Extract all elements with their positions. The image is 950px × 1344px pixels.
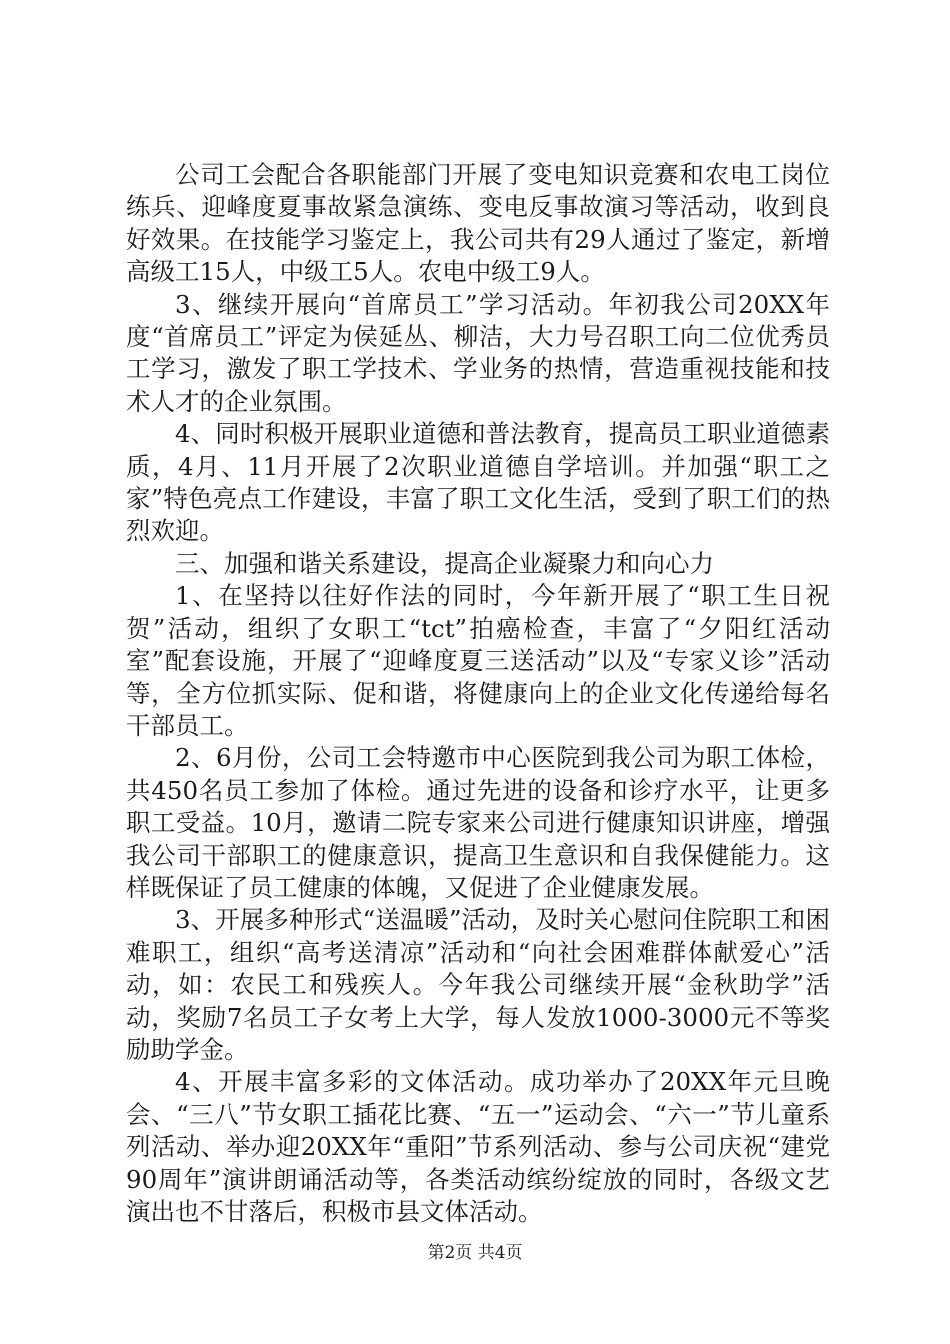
- paragraph-7: 3、开展多种形式“送温暖”活动，及时关心慰问住院职工和困难职工，组织“高考送清凉”活动和“向社会困难群体献爱心”活动，如：农民工和残疾人。今年我公司继续开展“金秋助学”活动，奖励7名员工子女考上大学，每人发放1000-3000元不等奖励助学金。: [126, 905, 830, 1064]
- paragraph-2: 3、继续开展向“首席员工”学习活动。年初我公司20XX年度“首席员工”评定为侯延丛、柳洁，大力号召职工向二位优秀员工学习，激发了职工学技术、学业务的热情，营造重视技能和技术人才的企业氛围。: [126, 289, 830, 416]
- section-heading: 三、加强和谐关系建设，提高企业凝聚力和向心力: [175, 548, 714, 578]
- paragraph-5: 1、在坚持以往好作法的同时，今年新开展了“职工生日祝贺”活动，组织了女职工“tct”拍癌检查，丰富了“夕阳红活动室”配套设施，开展了“迎峰度夏三送活动”以及“专家义诊”活动等，全方位抓实际、促和谐，将健康向上的企业文化传递给每名干部员工。: [126, 581, 830, 740]
- paragraph-8: 4、开展丰富多彩的文体活动。成功举办了20XX年元旦晚会、“三八”节女职工插花比赛、“五一”运动会、“六一”节儿童系列活动、举办迎20XX年“重阳”节系列活动、参与公司庆祝“建党90周年”演讲朗诵活动等，各类活动缤纷绽放的同时，各级文艺演出也不甘落后，积极市县文体活动。: [126, 1067, 830, 1226]
- paragraph-6: 2、6月份，公司工会特邀市中心医院到我公司为职工体检，共450名员工参加了体检。通过先进的设备和诊疗水平，让更多职工受益。10月，邀请二院专家来公司进行健康知识讲座，增强我公司干部职工的健康意识，提高卫生意识和自我保健能力。这样既保证了员工健康的体魄，又促进了企业健康发展。: [126, 743, 830, 902]
- paragraph-1: 公司工会配合各职能部门开展了变电知识竞赛和农电工岗位练兵、迎峰度夏事故紧急演练、变电反事故演习等活动，收到良好效果。在技能学习鉴定上，我公司共有29人通过了鉴定，新增高级工15人，中级工5人。农电中级工9人。: [126, 160, 830, 287]
- paragraph-3: 4、同时积极开展职业道德和普法教育，提高员工职业道德素质，4月、11月开展了2次职业道德自学培训。并加强“职工之家”特色亮点工作建设，丰富了职工文化生活，受到了职工们的热烈欢迎。: [126, 419, 830, 546]
- document-body: [126, 159, 830, 1228]
- page-number-footer: 第2页 共4页: [427, 1243, 523, 1263]
